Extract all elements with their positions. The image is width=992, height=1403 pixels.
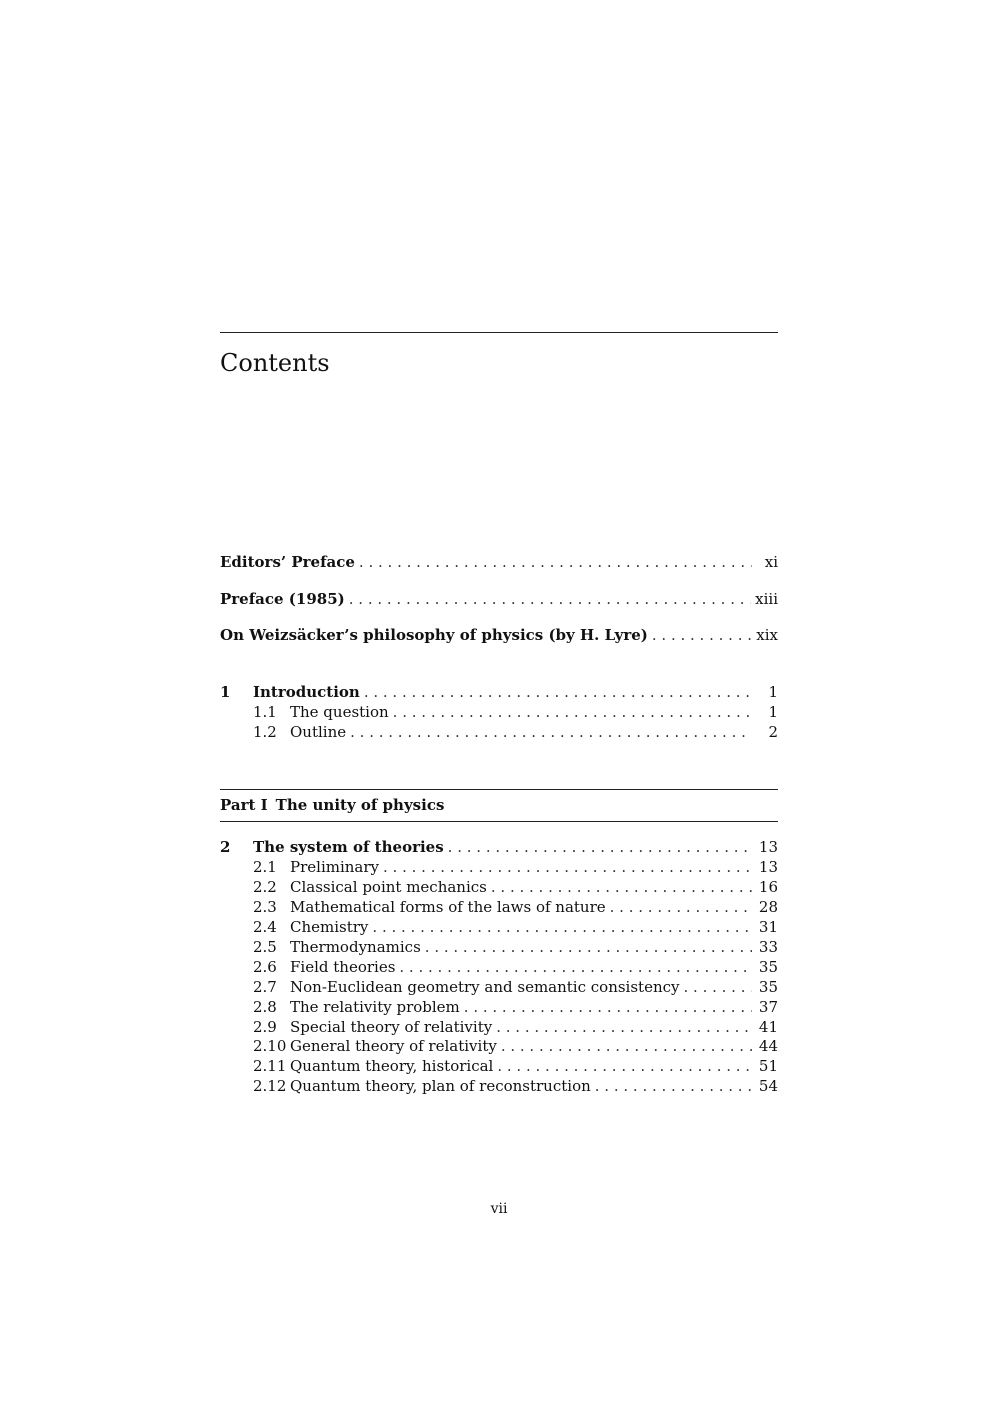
page-number: vii <box>490 1201 508 1217</box>
toc-section-2-7[interactable] <box>220 977 778 997</box>
toc-chapter-1[interactable] <box>220 682 778 702</box>
section-title: Chemistry <box>290 918 369 936</box>
chapter-number: 2 <box>220 838 231 856</box>
chapter-title: Introduction <box>253 683 360 701</box>
section-title: Field theories <box>290 958 396 976</box>
section-page: 54 <box>758 1077 778 1095</box>
leader-dots <box>349 589 751 609</box>
leader-dots <box>359 552 752 572</box>
toc-entry-editors-preface[interactable] <box>220 552 778 572</box>
section-page: 1 <box>768 703 778 721</box>
chapter-title: The system of theories <box>253 838 444 856</box>
section-title: Special theory of relativity <box>290 1018 493 1036</box>
section-title: Outline <box>290 723 347 741</box>
leader-dots <box>383 857 752 877</box>
section-title: General theory of relativity <box>290 1037 497 1055</box>
section-number: 2.3 <box>253 898 277 916</box>
section-page: 33 <box>758 938 778 956</box>
part-rule-top <box>220 789 778 790</box>
toc-entry-page: xix <box>756 626 778 644</box>
section-page: 2 <box>768 723 778 741</box>
leader-dots <box>491 877 752 897</box>
leader-dots <box>399 957 752 977</box>
toc-entry-page: xi <box>764 553 778 571</box>
toc-section-2-1[interactable] <box>220 857 778 877</box>
section-page: 31 <box>758 918 778 936</box>
toc-chapter-2[interactable] <box>220 837 778 857</box>
section-page: 35 <box>758 958 778 976</box>
leader-dots <box>684 977 753 997</box>
section-number: 2.8 <box>253 998 277 1016</box>
toc-section-2-11[interactable] <box>220 1056 778 1076</box>
leader-dots <box>350 722 752 742</box>
toc-entry-title: Preface (1985) <box>220 590 345 608</box>
toc-entry-title: On Weizsäcker’s philosophy of physics (by H. Lyre) <box>220 626 648 644</box>
section-number: 2.10 <box>253 1037 287 1055</box>
leader-dots <box>393 702 752 722</box>
section-page: 28 <box>758 898 778 916</box>
section-number: 2.2 <box>253 878 277 896</box>
leader-dots <box>372 917 752 937</box>
section-number: 2.5 <box>253 938 277 956</box>
section-number: 1.2 <box>253 723 277 741</box>
section-page: 51 <box>758 1057 778 1075</box>
section-title: Quantum theory, historical <box>290 1057 494 1075</box>
chapter-page: 1 <box>768 683 778 701</box>
toc-section-2-5[interactable] <box>220 937 778 957</box>
section-title: Non-Euclidean geometry and semantic consistency <box>290 978 680 996</box>
section-title: Mathematical forms of the laws of nature <box>290 898 606 916</box>
section-page: 16 <box>758 878 778 896</box>
toc-page <box>220 0 778 1403</box>
section-title: Quantum theory, plan of reconstruction <box>290 1077 591 1095</box>
section-page: 35 <box>758 978 778 996</box>
leader-dots <box>501 1036 752 1056</box>
chapter-page: 13 <box>758 838 778 856</box>
section-page: 41 <box>758 1018 778 1036</box>
section-number: 2.4 <box>253 918 277 936</box>
toc-entry-page: xiii <box>755 590 778 608</box>
section-number: 2.6 <box>253 958 277 976</box>
leader-dots <box>496 1017 752 1037</box>
toc-section-2-6[interactable] <box>220 957 778 977</box>
leader-dots <box>448 837 752 857</box>
part-heading[interactable] <box>220 795 444 815</box>
leader-dots <box>464 997 752 1017</box>
toc-section-2-4[interactable] <box>220 917 778 937</box>
section-number: 2.11 <box>253 1057 287 1075</box>
part-rule-bottom <box>220 821 778 822</box>
leader-dots <box>497 1056 752 1076</box>
section-number: 2.9 <box>253 1018 277 1036</box>
leader-dots <box>595 1076 752 1096</box>
section-title: The relativity problem <box>290 998 460 1016</box>
toc-entry-preface-1985[interactable] <box>220 589 778 609</box>
toc-section-1-1[interactable] <box>220 702 778 722</box>
section-page: 37 <box>758 998 778 1016</box>
section-page: 13 <box>758 858 778 876</box>
chapter-number: 1 <box>220 683 231 701</box>
section-number: 1.1 <box>253 703 277 721</box>
toc-section-2-10[interactable] <box>220 1036 778 1056</box>
section-number: 2.1 <box>253 858 277 876</box>
toc-entry-lyre[interactable] <box>220 625 778 645</box>
toc-section-1-2[interactable] <box>220 722 778 742</box>
toc-section-2-3[interactable] <box>220 897 778 917</box>
part-label: Part I <box>220 796 268 814</box>
part-title: The unity of physics <box>275 796 445 814</box>
leader-dots <box>364 682 752 702</box>
leader-dots <box>610 897 752 917</box>
leader-dots <box>652 625 752 645</box>
toc-section-2-9[interactable] <box>220 1017 778 1037</box>
section-number: 2.12 <box>253 1077 287 1095</box>
toc-section-2-8[interactable] <box>220 997 778 1017</box>
leader-dots <box>425 937 752 957</box>
toc-section-2-2[interactable] <box>220 877 778 897</box>
section-page: 44 <box>758 1037 778 1055</box>
toc-section-2-12[interactable] <box>220 1076 778 1096</box>
section-title: Preliminary <box>290 858 380 876</box>
section-title: The question <box>290 703 389 721</box>
section-title: Thermodynamics <box>290 938 421 956</box>
page-title: Contents <box>220 349 330 377</box>
section-number: 2.7 <box>253 978 277 996</box>
top-rule <box>220 332 778 333</box>
section-title: Classical point mechanics <box>290 878 487 896</box>
toc-entry-title: Editors’ Preface <box>220 553 355 571</box>
